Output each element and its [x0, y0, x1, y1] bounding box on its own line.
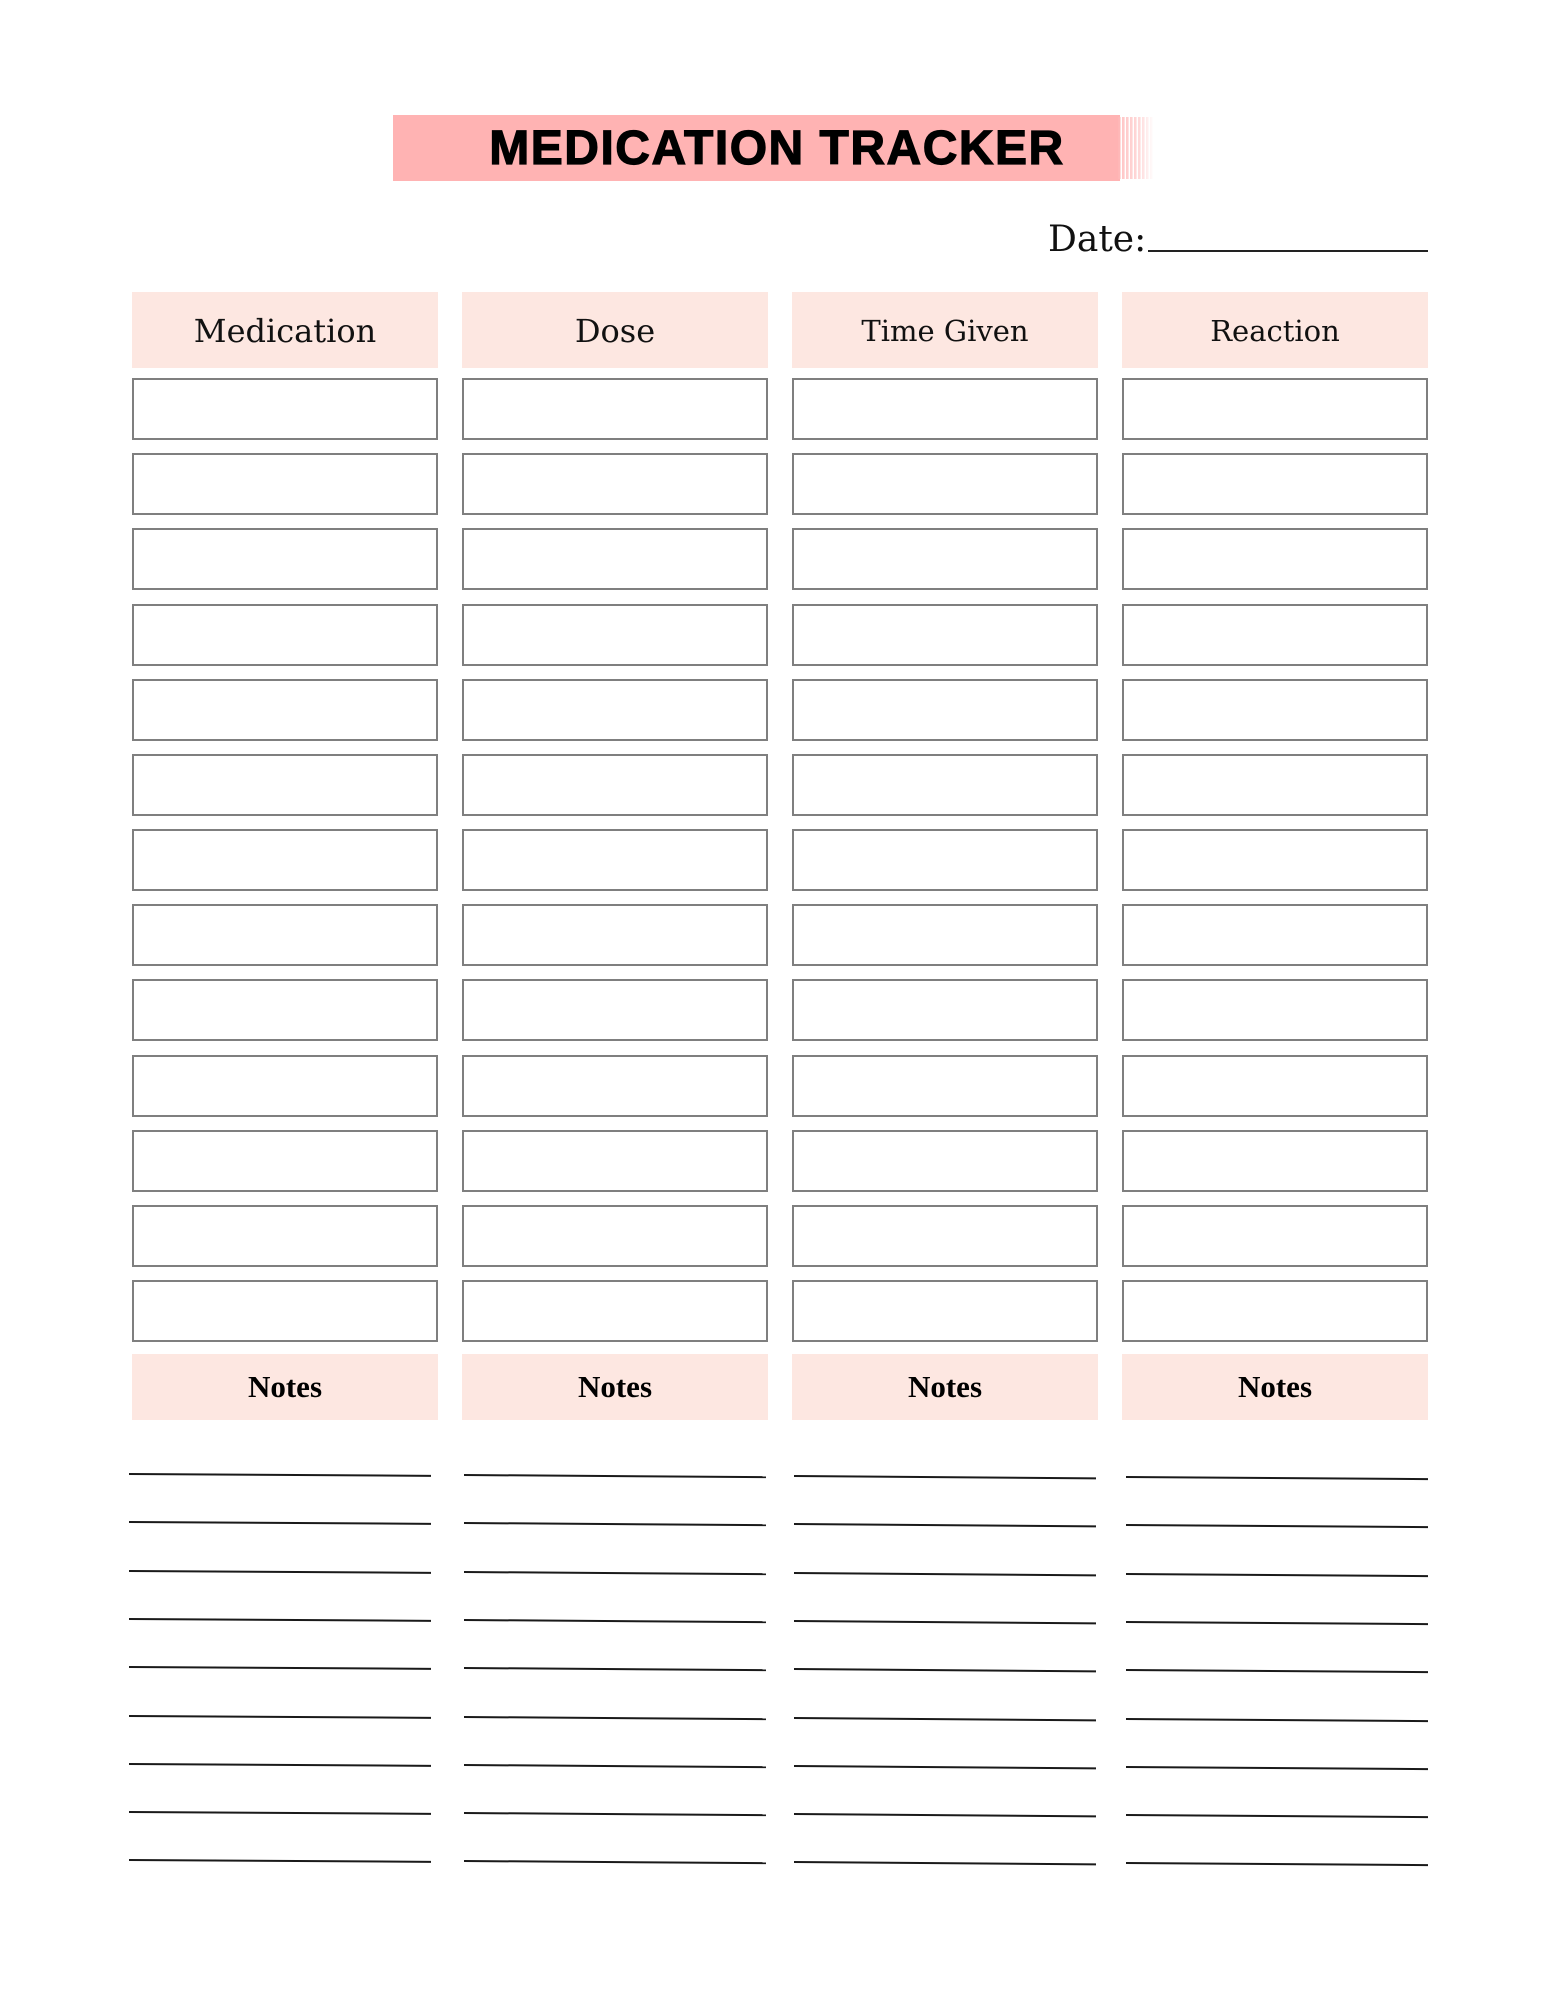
entry-cell[interactable]: [792, 604, 1098, 666]
entry-cell[interactable]: [1122, 1280, 1428, 1342]
notes-write-line[interactable]: [129, 1811, 431, 1815]
entry-cell[interactable]: [1122, 1130, 1428, 1192]
entry-cell[interactable]: [792, 829, 1098, 891]
entry-cell[interactable]: [792, 528, 1098, 590]
entry-cell[interactable]: [132, 754, 438, 816]
entry-cell[interactable]: [132, 453, 438, 515]
notes-write-line[interactable]: [1126, 1718, 1428, 1722]
entry-cell[interactable]: [1122, 528, 1428, 590]
notes-write-line[interactable]: [464, 1474, 766, 1478]
notes-write-line[interactable]: [464, 1667, 766, 1671]
notes-write-line[interactable]: [1126, 1621, 1428, 1625]
entry-cell[interactable]: [792, 904, 1098, 966]
entry-cell[interactable]: [132, 1055, 438, 1117]
column-header-time-given: Time Given: [792, 292, 1098, 368]
entry-cell[interactable]: [462, 1280, 768, 1342]
notes-write-line[interactable]: [1126, 1766, 1428, 1770]
entry-cell[interactable]: [792, 378, 1098, 440]
entry-cell[interactable]: [462, 904, 768, 966]
entry-cell[interactable]: [132, 1205, 438, 1267]
entry-cell[interactable]: [132, 679, 438, 741]
notes-write-line[interactable]: [794, 1717, 1096, 1721]
entry-cell[interactable]: [462, 604, 768, 666]
entry-cell[interactable]: [462, 979, 768, 1041]
notes-write-line[interactable]: [129, 1666, 431, 1670]
entry-cell[interactable]: [1122, 679, 1428, 741]
page-title: MEDICATION TRACKER: [489, 121, 1065, 175]
notes-write-line[interactable]: [1126, 1573, 1428, 1577]
date-field-group: [1048, 212, 1146, 262]
entry-cell[interactable]: [1122, 754, 1428, 816]
date-label: Date:: [1048, 219, 1147, 260]
notes-write-line[interactable]: [129, 1570, 431, 1574]
notes-write-line[interactable]: [464, 1716, 766, 1720]
column-header-dose: Dose: [462, 292, 768, 368]
notes-write-line[interactable]: [1126, 1669, 1428, 1673]
notes-header: Notes: [1122, 1354, 1428, 1420]
entry-cell[interactable]: [132, 1130, 438, 1192]
entry-cell[interactable]: [1122, 1205, 1428, 1267]
notes-write-line[interactable]: [464, 1764, 766, 1768]
entry-cell[interactable]: [132, 604, 438, 666]
entry-cell[interactable]: [792, 1280, 1098, 1342]
entry-cell[interactable]: [132, 1280, 438, 1342]
notes-write-line[interactable]: [794, 1765, 1096, 1769]
entry-cell[interactable]: [132, 904, 438, 966]
entry-cell[interactable]: [462, 1130, 768, 1192]
notes-write-line[interactable]: [129, 1473, 431, 1477]
column-header-medication: Medication: [132, 292, 438, 368]
entry-cell[interactable]: [792, 1055, 1098, 1117]
column-header-reaction: Reaction: [1122, 292, 1428, 368]
entry-cell[interactable]: [792, 979, 1098, 1041]
notes-write-line[interactable]: [794, 1620, 1096, 1624]
entry-cell[interactable]: [462, 754, 768, 816]
entry-cell[interactable]: [1122, 453, 1428, 515]
entry-cell[interactable]: [462, 528, 768, 590]
notes-write-line[interactable]: [464, 1571, 766, 1575]
entry-cell[interactable]: [792, 1130, 1098, 1192]
entry-cell[interactable]: [462, 1205, 768, 1267]
notes-write-line[interactable]: [794, 1523, 1096, 1527]
notes-write-line[interactable]: [129, 1715, 431, 1719]
entry-cell[interactable]: [792, 679, 1098, 741]
entry-cell[interactable]: [132, 979, 438, 1041]
notes-write-line[interactable]: [1126, 1814, 1428, 1818]
notes-header: Notes: [462, 1354, 768, 1420]
notes-header: Notes: [132, 1354, 438, 1420]
entry-cell[interactable]: [462, 1055, 768, 1117]
entry-cell[interactable]: [462, 378, 768, 440]
notes-write-line[interactable]: [129, 1521, 431, 1525]
entry-cell[interactable]: [462, 453, 768, 515]
notes-write-line[interactable]: [129, 1859, 431, 1863]
notes-write-line[interactable]: [129, 1618, 431, 1622]
entry-cell[interactable]: [1122, 904, 1428, 966]
notes-header: Notes: [792, 1354, 1098, 1420]
notes-write-line[interactable]: [129, 1763, 431, 1767]
entry-cell[interactable]: [792, 453, 1098, 515]
notes-write-line[interactable]: [794, 1572, 1096, 1576]
notes-write-line[interactable]: [794, 1813, 1096, 1817]
notes-write-line[interactable]: [794, 1475, 1096, 1479]
entry-cell[interactable]: [1122, 1055, 1428, 1117]
notes-write-line[interactable]: [1126, 1476, 1428, 1480]
entry-cell[interactable]: [1122, 829, 1428, 891]
notes-write-line[interactable]: [794, 1861, 1096, 1865]
entry-cell[interactable]: [132, 378, 438, 440]
entry-cell[interactable]: [132, 829, 438, 891]
notes-write-line[interactable]: [464, 1860, 766, 1864]
entry-cell[interactable]: [1122, 979, 1428, 1041]
date-input-line[interactable]: [1148, 250, 1428, 252]
notes-write-line[interactable]: [464, 1522, 766, 1526]
entry-cell[interactable]: [792, 1205, 1098, 1267]
notes-write-line[interactable]: [1126, 1862, 1428, 1866]
entry-cell[interactable]: [462, 679, 768, 741]
notes-write-line[interactable]: [464, 1619, 766, 1623]
entry-cell[interactable]: [792, 754, 1098, 816]
entry-cell[interactable]: [1122, 378, 1428, 440]
entry-cell[interactable]: [132, 528, 438, 590]
notes-write-line[interactable]: [464, 1812, 766, 1816]
entry-cell[interactable]: [462, 829, 768, 891]
notes-write-line[interactable]: [1126, 1524, 1428, 1528]
entry-cell[interactable]: [1122, 604, 1428, 666]
notes-write-line[interactable]: [794, 1668, 1096, 1672]
